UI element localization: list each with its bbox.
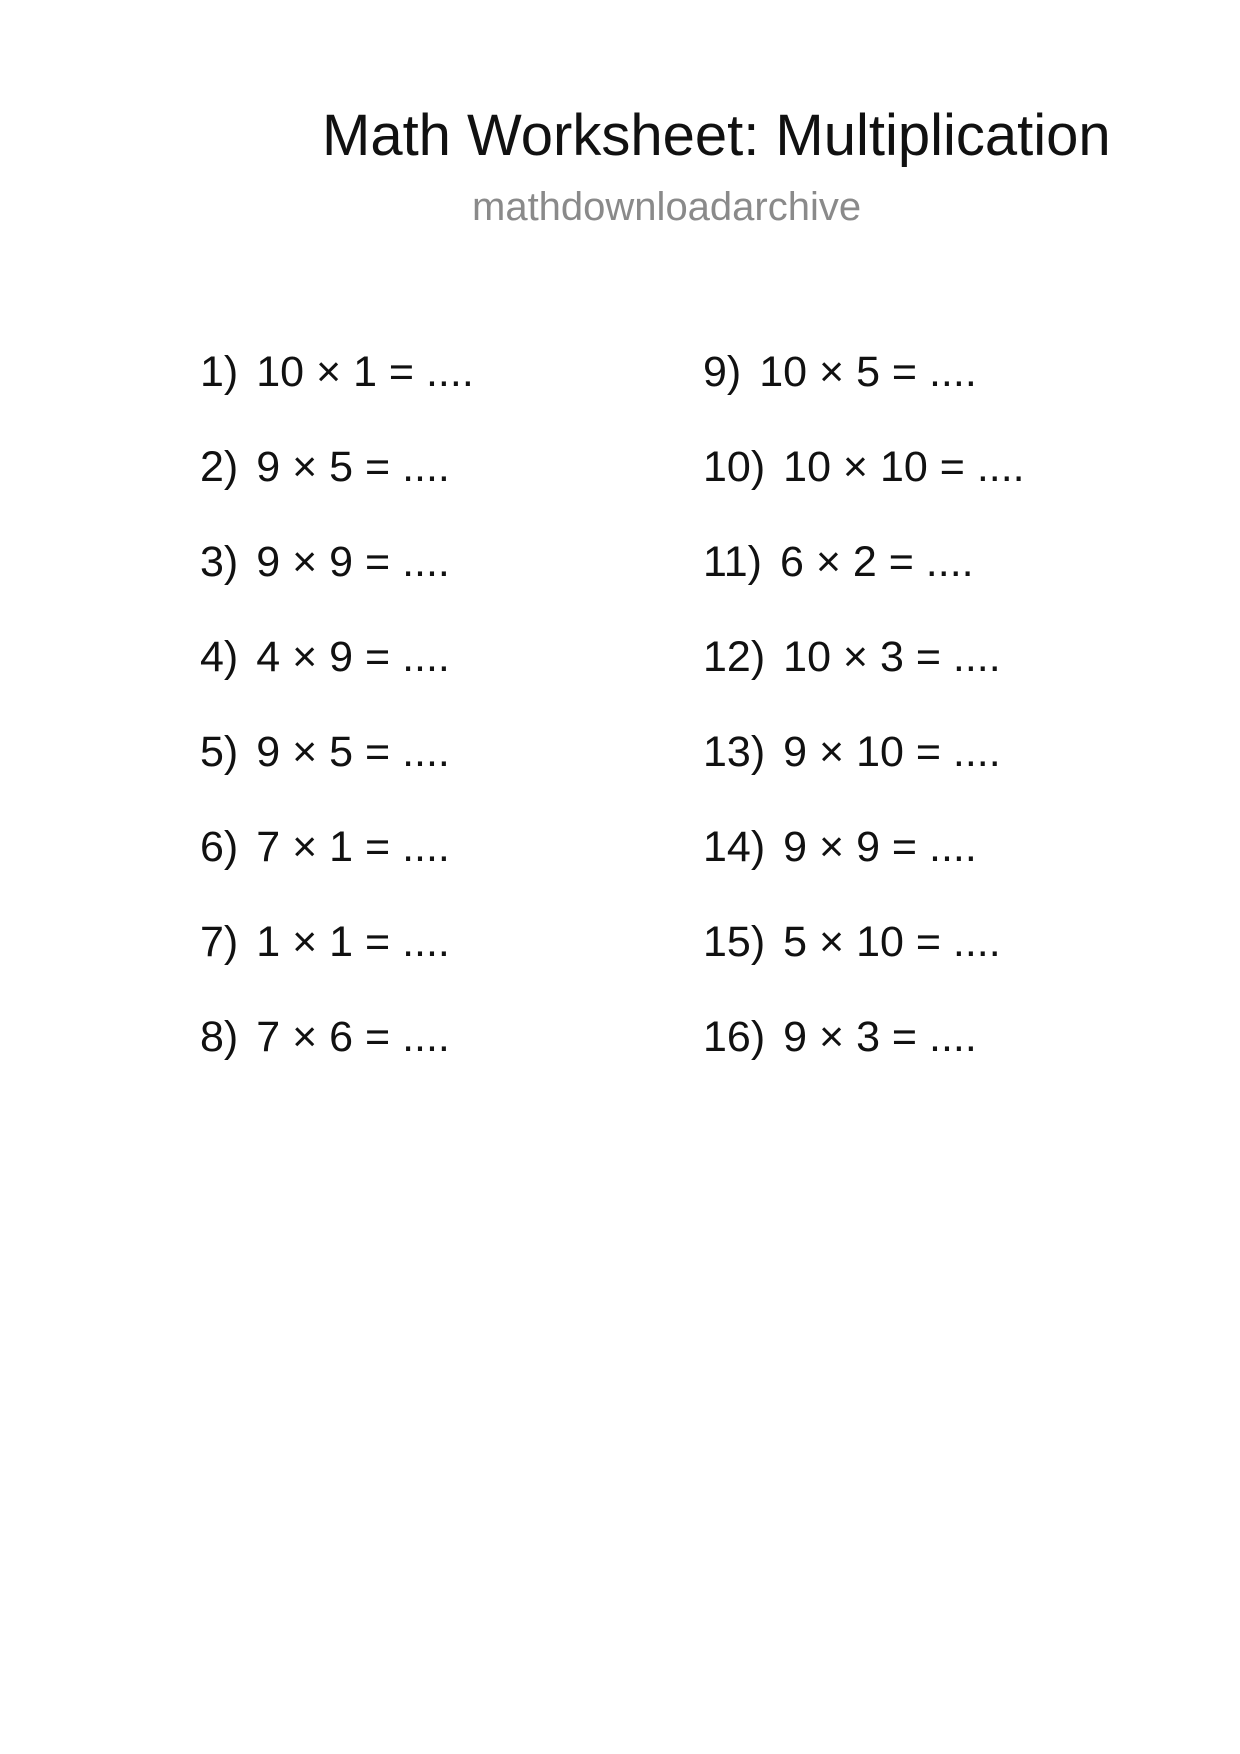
problem-number: 12) <box>703 633 766 681</box>
problem-item <box>703 916 1025 1011</box>
problem-item <box>200 346 474 441</box>
problem-item <box>200 536 474 631</box>
problem-number: 3) <box>200 538 239 586</box>
problem-expression: 9 × 5 = .... <box>256 443 450 491</box>
problem-item <box>200 441 474 536</box>
problem-expression: 4 × 9 = .... <box>256 633 450 681</box>
problem-number: 14) <box>703 823 766 871</box>
problem-expression: 6 × 2 = .... <box>779 538 974 586</box>
problem-expression: 7 × 6 = .... <box>256 1013 450 1061</box>
problem-number: 5) <box>200 728 239 776</box>
problem-number: 16) <box>703 1013 766 1061</box>
problem-expression: 5 × 10 = .... <box>783 918 1001 966</box>
problem-number: 15) <box>703 918 766 966</box>
problem-number: 1) <box>200 348 239 396</box>
problem-expression: 7 × 1 = .... <box>256 823 450 871</box>
problem-expression: 9 × 9 = .... <box>783 823 977 871</box>
problem-number: 6) <box>200 823 239 871</box>
problem-item <box>200 916 474 1011</box>
problem-expression: 9 × 3 = .... <box>783 1013 977 1061</box>
problem-item <box>703 346 1025 441</box>
problem-item <box>200 1011 474 1106</box>
problem-number: 9) <box>703 348 742 396</box>
problem-item <box>200 631 474 726</box>
problem-item <box>200 726 474 821</box>
problem-expression: 9 × 5 = .... <box>256 728 450 776</box>
problem-expression: 10 × 5 = .... <box>759 348 977 396</box>
worksheet-title: Math Worksheet: Multiplication <box>322 103 1111 168</box>
problem-expression: 9 × 10 = .... <box>783 728 1001 776</box>
problem-number: 13) <box>703 728 766 776</box>
problem-column-right <box>703 346 1025 1106</box>
problem-number: 2) <box>200 443 239 491</box>
problem-expression: 10 × 3 = .... <box>783 633 1001 681</box>
problem-number: 8) <box>200 1013 239 1061</box>
problem-column-left <box>200 346 474 1106</box>
problem-expression: 1 × 1 = .... <box>256 918 450 966</box>
worksheet-subtitle: mathdownloadarchive <box>472 185 862 229</box>
problem-number: 4) <box>200 633 239 681</box>
problem-item <box>200 821 474 916</box>
problem-item <box>703 726 1025 821</box>
problem-item <box>703 441 1025 536</box>
problem-expression: 10 × 1 = .... <box>256 348 474 396</box>
problem-item <box>703 1011 1025 1106</box>
problem-number: 10) <box>703 443 766 491</box>
problem-item <box>703 536 1025 631</box>
problem-number: 11) <box>703 538 762 586</box>
problem-expression: 9 × 9 = .... <box>256 538 450 586</box>
problem-number: 7) <box>200 918 239 966</box>
problem-item <box>703 821 1025 916</box>
problem-expression: 10 × 10 = .... <box>783 443 1025 491</box>
problem-item <box>703 631 1025 726</box>
